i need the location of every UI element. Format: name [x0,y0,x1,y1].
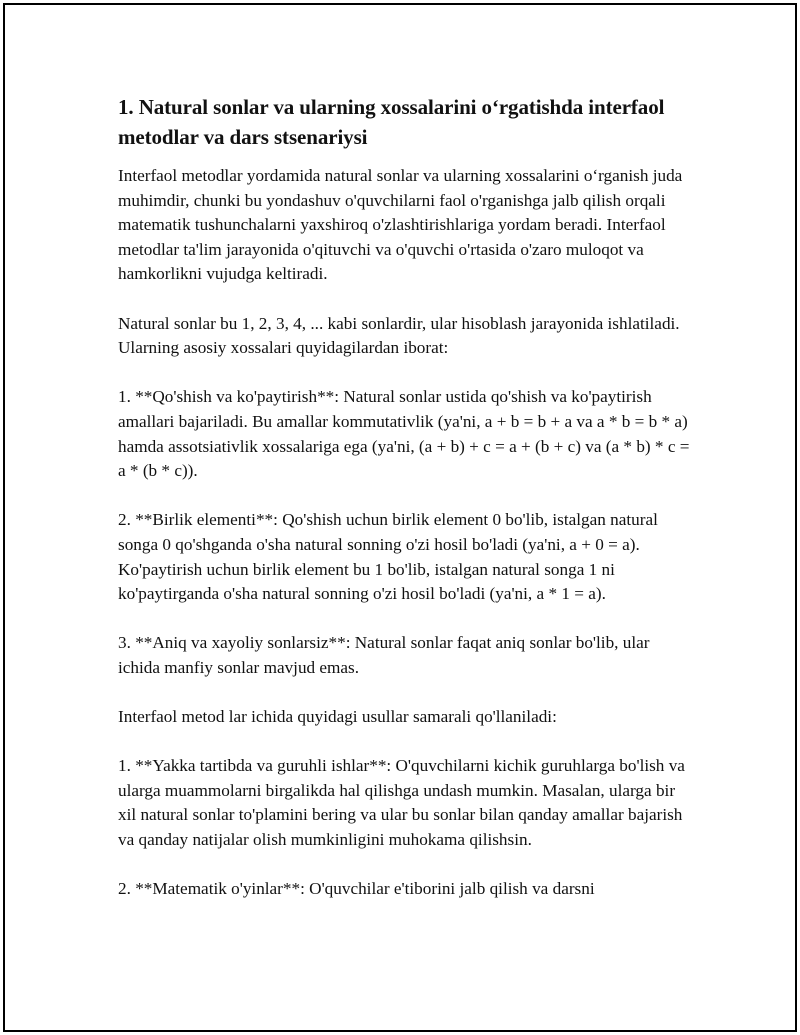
paragraph-method-games: 2. **Matematik o'yinlar**: O'quvchilar e'tiborini jalb qilish va darsni [118,879,595,899]
paragraph-property-exact: 3. **Aniq va xayoliy sonlarsiz**: Natural sonlar faqat aniq sonlar bo'lib, ular ichida manfiy sonlar mavjud emas. [118,633,650,677]
paragraph-property-identity: 2. **Birlik elementi**: Qo'shish uchun birlik element 0 bo'lib, istalgan natural songa 0 qo'shganda o'sha natural sonning o'zi hosil bo'ladi (ya'ni, a + 0 = a). Ko'paytirish uchun birlik element bu 1 bo'lib, istalgan natural songa 1 ni ko'paytirganda o'sha natural sonning o'zi hosil bo'ladi (ya'ni, a * 1 = a). [118,510,658,604]
document-body [118,92,693,902]
paragraph-natural-numbers: Natural sonlar bu 1, 2, 3, 4, ... kabi sonlardir, ular hisoblash jarayonida ishlatiladi. Ularning asosiy xossalari quyidagilardan iborat: [118,313,680,358]
paragraph-intro: Interfaol metodlar yordamida natural sonlar va ularning xossalarini o‘rganish juda muhimdir, chunki bu yondashuv o'quvchilarni faol o'rganishga jalb qilish orqali matematik tushunchalarni yaxshiroq o'zlashtirishlariga yordam beradi. Interfaol metodlar ta'lim jarayonida o'qituvchi va o'quvchi o'rtasida o'zaro muloqot va hamkorlikni vujudga keltiradi. [118,166,683,284]
paragraph-method-group-work: 1. **Yakka tartibda va guruhli ishlar**: O'quvchilarni kichik guruhlarga bo'lish va ularga muammolarni birgalikda hal qilishga undash mumkin. Masalan, ularga bir xil natural sonlar to'plamini bering va ular bu sonlar bilan qanday amallar bajarish va qanday natijalar olish mumkinligini muhokama qilishsin. [118,756,685,850]
document-title: 1. Natural sonlar va ularning xossalarini o‘rgatishda interfaol metodlar va dars stsenariysi [118,95,665,149]
paragraph-property-addition: 1. **Qo'shish va ko'paytirish**: Natural sonlar ustida qo'shish va ko'paytirish amallari bajariladi. Bu amallar kommutativlik (ya'ni, a + b = b + a va a * b = b * a) hamda assotsiativlik xossalariga ega (ya'ni, (a + b) + c = a + (b + c) va (a * b) * c = a * (b * c)). [118,387,690,481]
paragraph-methods-intro: Interfaol metod lar ichida quyidagi usullar samarali qo'llaniladi: [118,707,557,727]
